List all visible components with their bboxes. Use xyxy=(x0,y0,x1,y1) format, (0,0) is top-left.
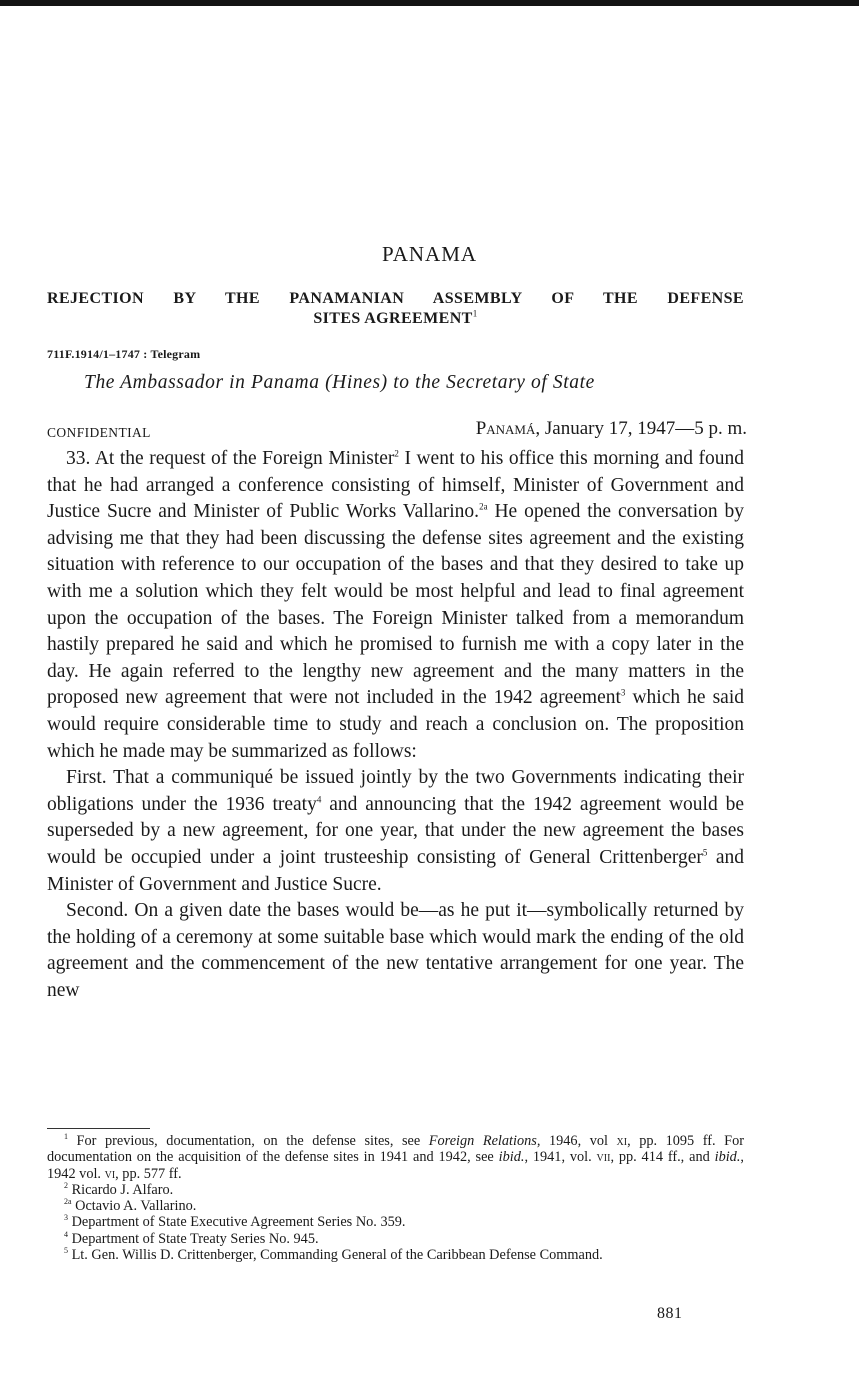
footnote-ref-1[interactable]: 1 xyxy=(472,308,478,319)
footnote-5-text: Lt. Gen. Willis D. Crittenberger, Commanding General of the Caribbean Defense Command. xyxy=(68,1247,603,1264)
footnote-1-volume-vii: vii xyxy=(596,1149,611,1166)
body-paragraph-2 xyxy=(47,765,744,898)
footnote-1-text-a: For previous, documentation, on the defense sites, see xyxy=(68,1133,429,1149)
dateline xyxy=(476,418,747,440)
section-title xyxy=(47,289,744,329)
section-title-line-2 xyxy=(47,309,744,329)
classification-label: CONFIDENTIAL xyxy=(47,425,151,440)
paragraph-1-text-d: which he said would require considerable time to study and reach a conclusion on. The proposition which he made may be summarized as follows: xyxy=(47,687,744,762)
body-paragraph-1 xyxy=(47,446,744,765)
footnote-1-volume-vi: vi xyxy=(104,1165,116,1182)
paragraph-1-text-c: He opened the conversation by advising me that they had been discussing the defense sites agreement and the existing situation with reference to our occupation of the bases and that they desired to take up with me a solution which they felt would be most helpful and lead to final agreement upon the occupation of the bases. The Foreign Minister talked from a memorandum hastily prepared he said and which he promised to furnish me with a copy later in the day. He again referred to the lengthy new agreement and the many matters in the proposed new agreement that were not included in the 1942 agreement xyxy=(47,501,744,709)
paragraph-2-text-b: and announcing that the 1942 agreement would be superseded by a new agreement, for one year, that under the new agreement the bases would be occupied under a joint trusteeship consisting of General Crittenberger xyxy=(47,793,744,868)
paragraph-2-text-c: and Minister of Government and Justice Sucre. xyxy=(47,846,744,895)
footnote-1-text-k: , 1942 vol. xyxy=(47,1149,744,1182)
footnote-ref-4[interactable]: 4 xyxy=(316,794,322,805)
footnote-1-text-g: , 1941, vol. xyxy=(524,1149,597,1166)
paragraph-1-text-a: 33. At the request of the Foreign Minister xyxy=(66,448,395,469)
footnote-2a xyxy=(47,1198,744,1214)
footnote-1 xyxy=(47,1133,744,1182)
file-reference: 711F.1914/1–1747 : Telegram xyxy=(47,347,201,361)
footnote-4-text: Department of State Treaty Series No. 945. xyxy=(68,1230,319,1247)
footnote-marker-2a: 2a xyxy=(64,1197,72,1207)
page-number: 881 xyxy=(657,1305,683,1322)
document-heading: The Ambassador in Panama (Hines) to the Secretary of State xyxy=(84,372,595,393)
dateline-date: January 17, 1947—5 p. m. xyxy=(544,418,747,439)
top-edge-bar xyxy=(0,0,859,6)
footnote-1-text-m: , pp. 577 ff. xyxy=(115,1165,182,1182)
footnote-ref-2[interactable]: 2 xyxy=(394,448,399,459)
footnote-ref-5[interactable]: 5 xyxy=(702,847,708,858)
document-body xyxy=(47,446,744,1004)
footnote-4 xyxy=(47,1231,744,1247)
footnote-divider xyxy=(47,1128,150,1129)
footnote-2-text: Ricardo J. Alfaro. xyxy=(68,1181,174,1198)
footnote-marker-3: 3 xyxy=(64,1213,68,1223)
footnote-2 xyxy=(47,1182,744,1198)
footnote-5 xyxy=(47,1247,744,1263)
footnote-1-text-c: 1946, vol xyxy=(540,1133,617,1149)
body-paragraph-3: Second. On a given date the bases would be—as he put it—symbolically returned by the holding of a ceremony at some suitable base which would mark the ending of the old agreement and the commencement of the new tentative arrangement for one year. The new xyxy=(47,900,744,1001)
footnote-marker-4: 4 xyxy=(64,1230,68,1240)
footnotes xyxy=(47,1133,744,1263)
dateline-place: Panamá, xyxy=(475,418,541,439)
footnote-marker-1: 1 xyxy=(64,1132,68,1142)
footnote-1-text-i: , pp. 414 ff., and xyxy=(610,1149,715,1166)
section-title-line-1: REJECTION BY THE PANAMANIAN ASSEMBLY OF THE DEFENSE xyxy=(47,290,744,307)
footnote-marker-5: 5 xyxy=(64,1246,68,1256)
footnote-1-ibid-2: ibid. xyxy=(714,1149,741,1166)
footnote-1-volume-xi: xi xyxy=(616,1133,628,1149)
footnote-1-title-italic: Foreign Relations, xyxy=(428,1133,541,1149)
footnote-ref-2a[interactable]: 2a xyxy=(479,501,488,512)
footnote-2a-text: Octavio A. Vallarino. xyxy=(71,1198,197,1215)
footnote-1-ibid-1: ibid. xyxy=(498,1149,525,1166)
footnote-ref-3[interactable]: 3 xyxy=(620,687,626,698)
section-title-text: SITES AGREEMENT xyxy=(313,310,473,327)
footnote-3 xyxy=(47,1214,744,1230)
paragraph-1-text-b: I went to his office this morning and found that he had arranged a conference consisting of himself, Minister of Government and Justice Sucre and Minister of Public Works Vallarino. xyxy=(47,448,744,523)
footnote-1-text-e: , pp. 1095 ff. For documentation on the acquisition of the defense sites in 1941 and 1942, see xyxy=(47,1133,744,1166)
footnote-marker-2: 2 xyxy=(64,1181,68,1191)
paragraph-2-text-a: First. That a communiqué be issued jointly by the two Governments indicating their obligations under the 1936 treaty xyxy=(47,767,744,815)
footnote-3-text: Department of State Executive Agreement Series No. 359. xyxy=(68,1214,406,1231)
page-heading: PANAMA xyxy=(381,242,478,266)
